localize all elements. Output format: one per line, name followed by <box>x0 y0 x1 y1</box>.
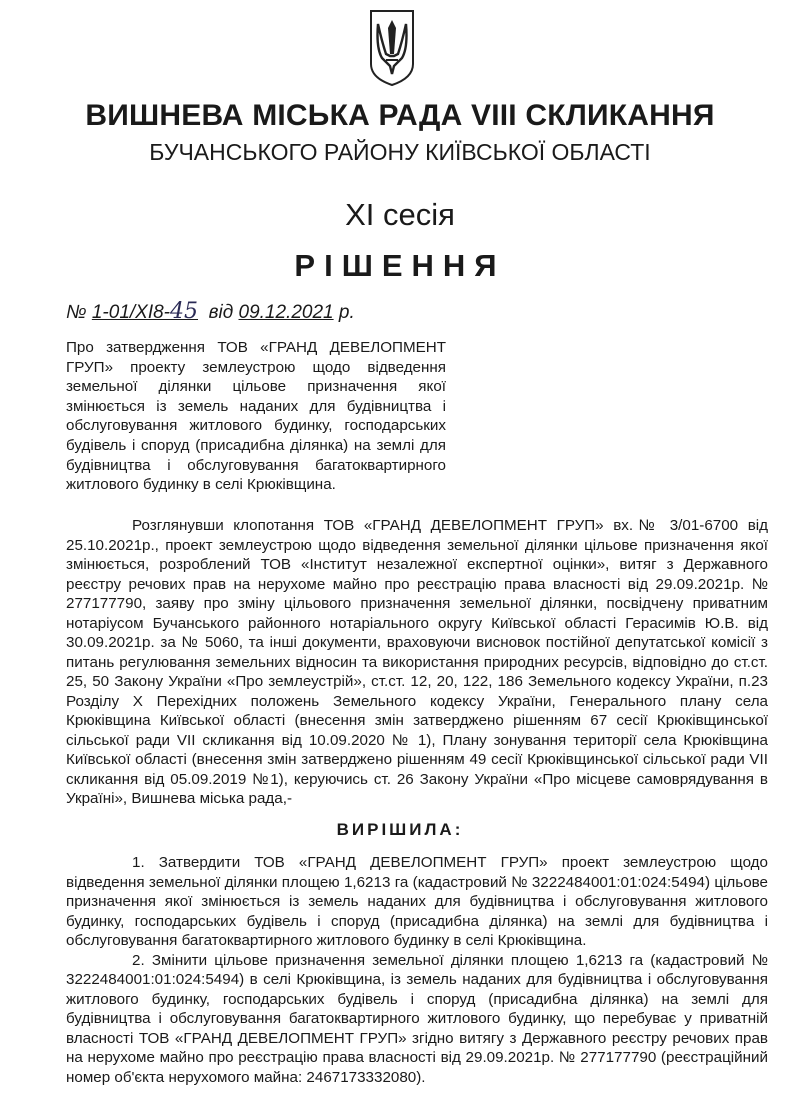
date-label: від <box>208 302 234 323</box>
resolution-items <box>66 853 768 1087</box>
district-name: БУЧАНСЬКОГО РАЙОНУ КИЇВСЬКОЇ ОБЛАСТІ <box>149 139 651 165</box>
number-label: № <box>66 302 87 323</box>
document-number-line <box>66 300 355 325</box>
preamble-section <box>66 516 768 809</box>
council-name: ВИШНЕВА МІСЬКА РАДА VIII СКЛИКАННЯ <box>85 99 715 132</box>
trident-coat-of-arms-icon <box>368 8 416 88</box>
resolution-item-1: 1. Затвердити ТОВ «ГРАНД ДЕВЕЛОПМЕНТ ГРУП» проект землеустрою щодо відведення земельної ділянки площею 1,6213 га (кадастровий № 3222484001:01:024:5494) цільове призначення якої змінюється із земель наданих для будівництва і обслуговування житлового будинку, господарських будівель і споруд (присадибна ділянка) на землі для будівництва і обслуговування багатоквартирного житлового будинку в селі Крюківщина. <box>66 854 768 949</box>
handwritten-number: 45 <box>170 299 199 324</box>
year-suffix: р. <box>338 302 355 323</box>
number-printed: 1-01/XI8- <box>91 302 171 323</box>
document-date: 09.12.2021 <box>238 302 334 323</box>
decision-title: РІШЕННЯ <box>294 248 506 283</box>
resolved-heading: ВИРІШИЛА: <box>336 820 464 839</box>
decision-subject: Про затвердження ТОВ «ГРАНД ДЕВЕЛОПМЕНТ ГРУП» проекту землеустрою щодо відведення земельної ділянки цільове призначення якої змінюється із земель наданих для будівництва і обслуговування житлового будинку, господарських будівель і споруд (присадибна ділянка) на землі для будівництва і обслуговування багатоквартирного житлового будинку в селі Крюківщина. <box>66 339 446 494</box>
document-number <box>91 299 199 324</box>
preamble-paragraph: Розглянувши клопотання ТОВ «ГРАНД ДЕВЕЛОПМЕНТ ГРУП» вх.№ 3/01-6700 від 25.10.2021р., проект землеустрою щодо відведення земельної ділянки цільове призначення якої змінюється, розроблений ТОВ «Інститут незалежної експертної оцінки», витяг з Державного реєстру речових прав на нерухоме майно про реєстрацію права власності від 29.09.2021р. № 277177790, заяву про зміну цільового призначення земельної ділянки, посвідчену приватним нотаріусом Бучанського районного нотаріального округу Київської області Герасимів Ю.В. від 30.09.2021р. за № 5060, та інші документи, враховуючи висновок постійної депутатської комісії з питань регулювання земельних відносин та використання природних ресурсів, відповідно до ст.ст. 25, 50 Закону України «Про землеустрій», ст.ст. 12, 20, 122, 186 Земельного кодексу України, п.23 Розділу X Перехідних положень Земельного кодексу України, Генерального плану села Крюківщина Київської області (внесення змін затверджено рішенням 67 сесії Крюківщинської сільської ради VII скликання від 10.09.2020 № 1), Плану зонування території села Крюківщина Київської області (внесення змін затверджено рішенням 49 сесії Крюківщинської сільської ради VII скликання від 05.09.2019 №1), керуючись ст. 26 Закону України «Про місцеве самоврядування в Україні», Вишнева міська рада,- <box>66 517 768 807</box>
session-title: XI сесія <box>345 197 455 232</box>
resolution-item-2: 2. Змінити цільове призначення земельної ділянки площею 1,6213 га (кадастровий № 3222484001:01:024:5494) в селі Крюківщина, із земель наданих для будівництва і обслуговування житлового будинку, господарських будівель і споруд (присадибна ділянка) на землі для будівництва і обслуговування багатоквартирного житлового будинку, що перебуває у приватній власності ТОВ «ГРАНД ДЕВЕЛОПМЕНТ ГРУП» згідно витягу з Державного реєстру речових прав на нерухоме майно про реєстрацію права власності від 29.09.2021р. № 277177790 (реєстраційний номер об'єкта нерухомого майна: 2467173332080). <box>66 951 768 1086</box>
